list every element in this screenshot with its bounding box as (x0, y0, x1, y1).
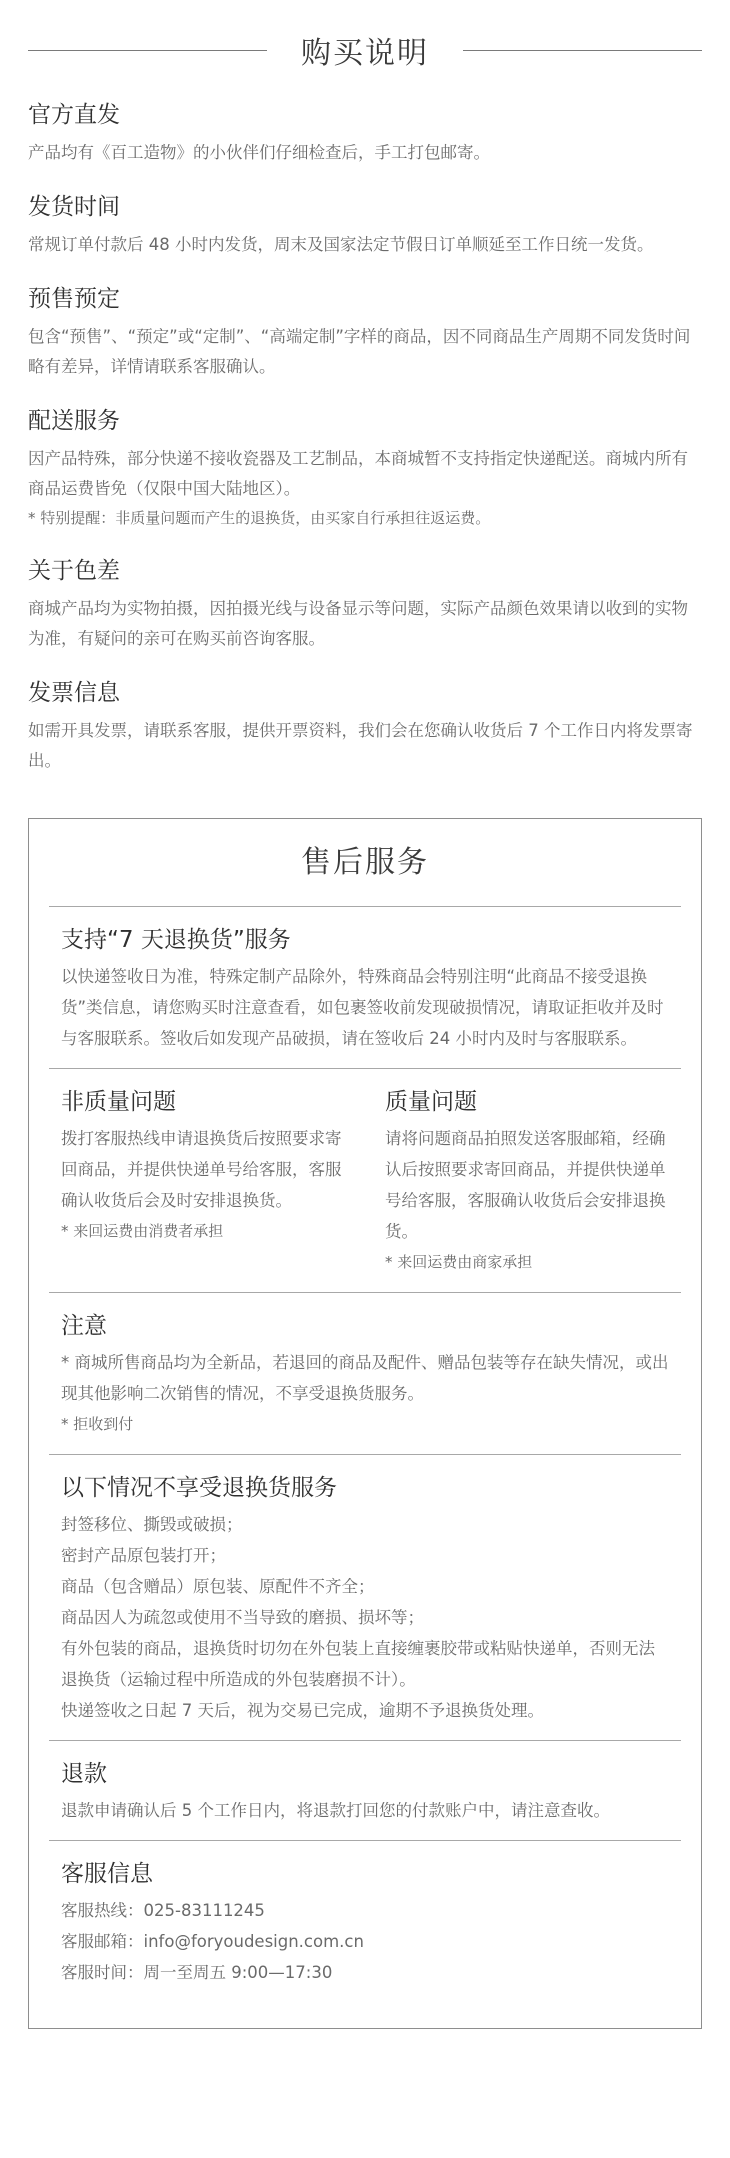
block-text: 拨打客服热线申请退换货后按照要求寄回商品，并提供快递单号给客服，客服确认收货后会及时安排退换货。 (61, 1129, 342, 1210)
section-text: 常规订单付款后 48 小时内发货，周末及国家法定节假日订单顺延至工作日统一发货。 (28, 235, 654, 254)
block-title: 质量问题 (385, 1089, 477, 1115)
quality-issue (385, 1085, 669, 1278)
block-text: 请将问题商品拍照发送客服邮箱，经确认后按照要求寄回商品，并提供快递单号给客服，客服确认收货后会安排退换货。 (385, 1129, 666, 1241)
service-email: 客服邮箱：info@foryoudesign.com.cn (61, 1932, 364, 1951)
header-rule-left (28, 50, 267, 51)
section-invoice (28, 678, 702, 776)
section-color-difference (28, 556, 702, 654)
after-sales-box (28, 818, 702, 2029)
notice-block (49, 1293, 681, 1455)
section-shipping-time (28, 192, 702, 260)
exclusions-list (61, 1509, 669, 1726)
service-hours: 客服时间：周一至周五 9:00—17:30 (61, 1963, 333, 1982)
block-text: * 商城所售商品均为全新品，若退回的商品及配件、赠品包装等存在缺失情况，或出现其他影响二次销售的情况，不享受退换货服务。 (61, 1353, 669, 1403)
section-delivery (28, 406, 702, 532)
block-title: 注意 (61, 1313, 107, 1339)
block-text: 退款申请确认后 5 个工作日内，将退款打回您的付款账户中，请注意查收。 (61, 1801, 610, 1820)
section-official-shipping (28, 100, 702, 168)
section-text: 商城产品均为实物拍摄，因拍摄光线与设备显示等问题，实际产品颜色效果请以收到的实物为准，有疑问的亲可在购买前咨询客服。 (28, 599, 688, 648)
exclusions-block (49, 1455, 681, 1741)
section-text: 如需开具发票，请联系客服，提供开票资料，我们会在您确认收货后 7 个工作日内将发票寄出。 (28, 721, 693, 770)
return-policy-block (49, 907, 681, 1069)
service-info (61, 1895, 669, 1988)
after-sales-title: 售后服务 (49, 819, 681, 907)
section-title: 发货时间 (28, 194, 120, 220)
block-text: 以快递签收日为准，特殊定制产品除外，特殊商品会特别注明“此商品不接受退换货”类信息，请您购买时注意查看，如包裹签收前发现破损情况，请取证拒收并及时与客服联系。签收后如发现产品破损，请在签收后 24 小时内及时与客服联系。 (61, 967, 664, 1048)
section-text: 产品均有《百工造物》的小伙伴们仔细检查后，手工打包邮寄。 (28, 143, 490, 162)
block-title: 客服信息 (61, 1861, 153, 1887)
list-item: 有外包装的商品，退换货时切勿在外包装上直接缠裹胶带或粘贴快递单，否则无法退换货（运输过程中所造成的外包装磨损不计）。 (61, 1639, 655, 1689)
section-presale (28, 284, 702, 382)
customer-service-block (49, 1841, 681, 2002)
section-note: * 特别提醒：非质量问题而产生的退换货，由买家自行承担往返运费。 (28, 509, 491, 527)
non-quality-issue (61, 1085, 345, 1278)
block-title: 非质量问题 (61, 1089, 176, 1115)
purchase-info-page (0, 24, 730, 776)
block-title: 以下情况不享受退换货服务 (61, 1475, 337, 1501)
issue-types-block (49, 1069, 681, 1293)
section-text: 包含“预售”、“预定”或“定制”、“高端定制”字样的商品，因不同商品生产周期不同发货时间略有差异，详情请联系客服确认。 (28, 327, 691, 376)
list-item: 商品因人为疏忽或使用不当导致的磨损、损坏等； (61, 1608, 424, 1627)
service-hotline: 客服热线：025-83111245 (61, 1901, 265, 1920)
section-text: 因产品特殊，部分快递不接收瓷器及工艺制品，本商城暂不支持指定快递配送。商城内所有商品运费皆免（仅限中国大陆地区）。 (28, 449, 688, 498)
section-title: 配送服务 (28, 408, 120, 434)
block-note: * 来回运费由商家承担 (385, 1253, 533, 1271)
block-note: * 拒收到付 (61, 1415, 134, 1433)
section-title: 预售预定 (28, 286, 120, 312)
list-item: 封签移位、撕毁或破损； (61, 1515, 243, 1534)
block-title: 退款 (61, 1761, 107, 1787)
block-note: * 来回运费由消费者承担 (61, 1222, 224, 1240)
section-title: 关于色差 (28, 558, 120, 584)
section-title: 发票信息 (28, 680, 120, 706)
purchase-info-header (28, 24, 702, 76)
block-title: 支持“7 天退换货”服务 (61, 927, 291, 953)
list-item: 密封产品原包装打开； (61, 1546, 226, 1565)
list-item: 商品（包含赠品）原包装、原配件不齐全； (61, 1577, 375, 1596)
list-item: 快递签收之日起 7 天后，视为交易已完成，逾期不予退换货处理。 (61, 1701, 544, 1720)
refund-block (49, 1741, 681, 1841)
header-rule-right (463, 50, 702, 51)
page-title: 购买说明 (301, 36, 429, 71)
section-title: 官方直发 (28, 102, 120, 128)
